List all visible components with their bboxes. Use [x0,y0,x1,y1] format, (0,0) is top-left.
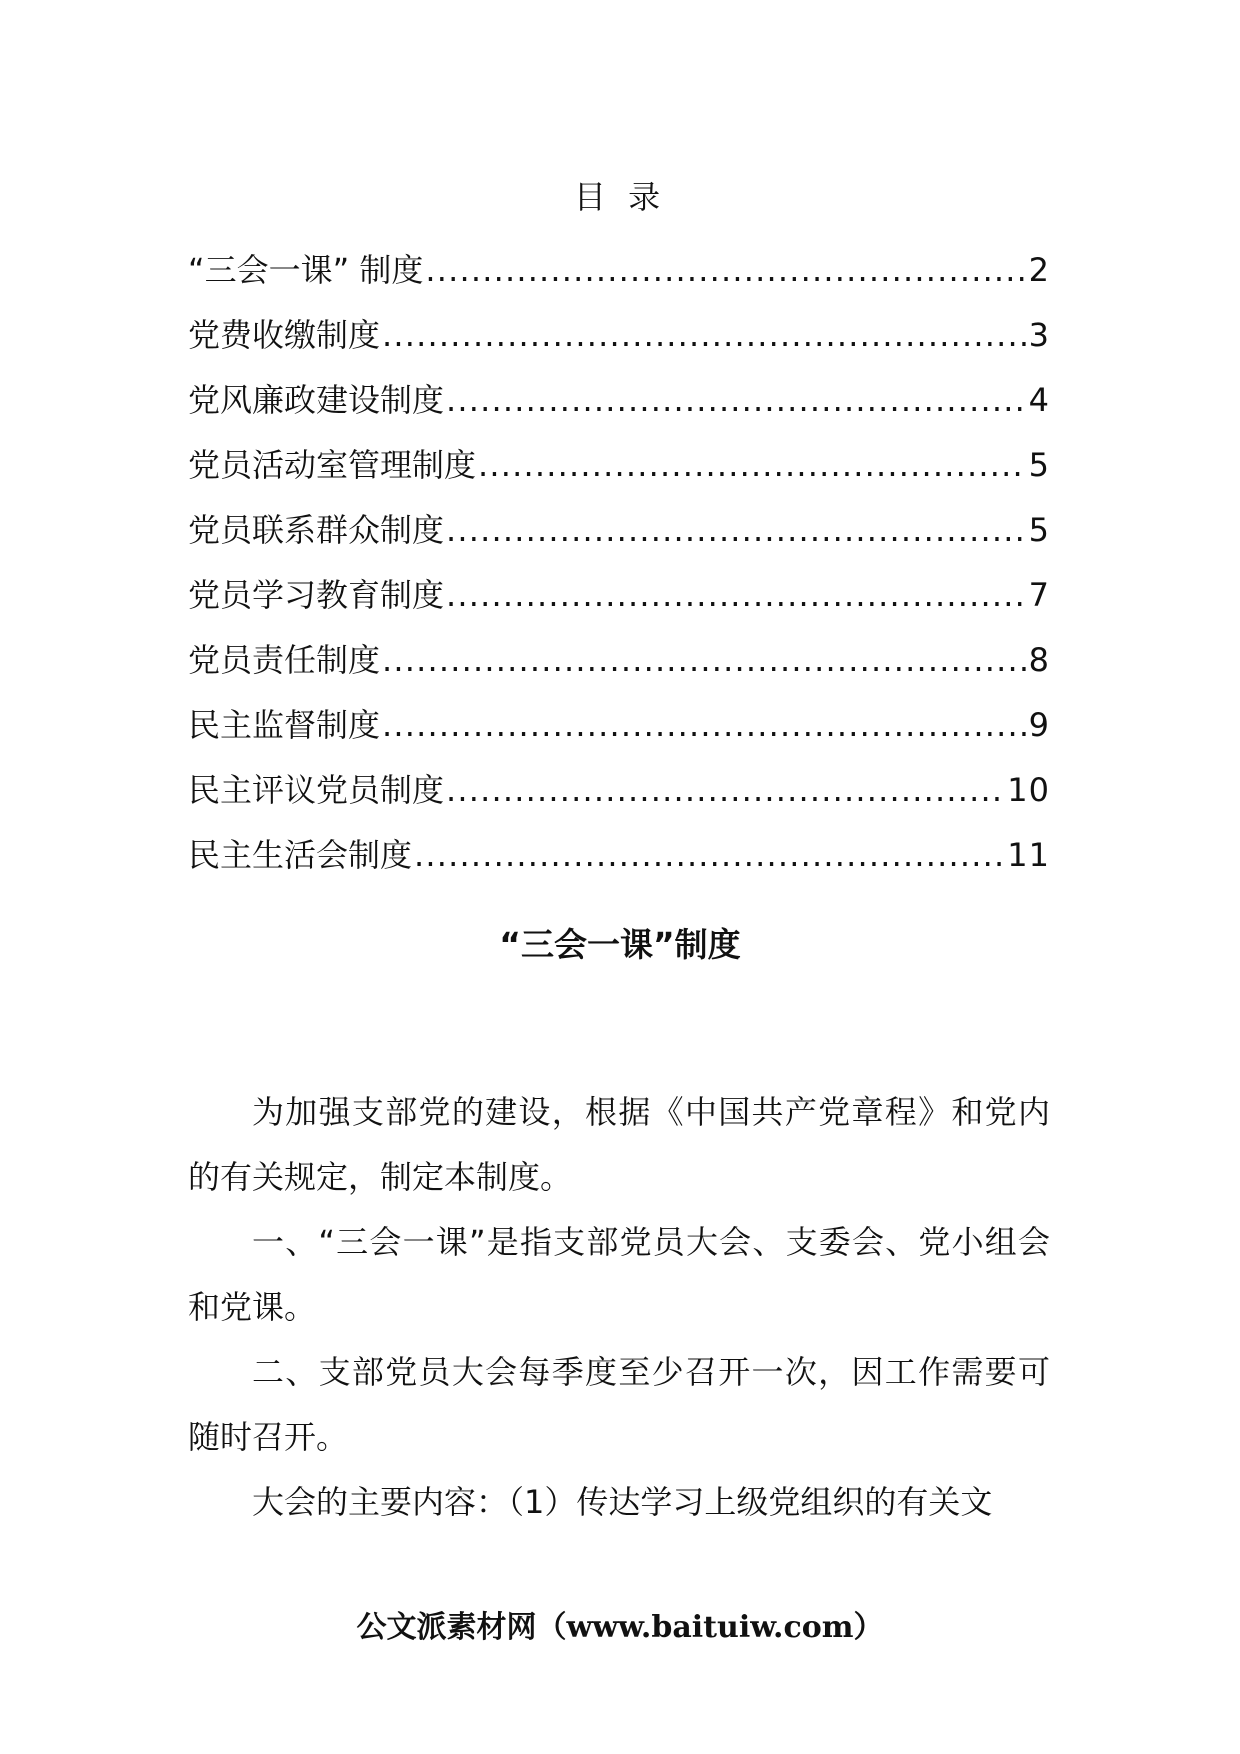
body-paragraph: 为加强支部党的建设，根据《中国共产党章程》和党内的有关规定，制定本制度。 [188,1093,1050,1196]
toc-entry-label: 党风廉政建设制度 [188,381,445,419]
body-paragraph: 二、支部党员大会每季度至少召开一次，因工作需要可随时召开。 [188,1353,1050,1456]
toc-leader-dots [382,698,1027,752]
footer-watermark: 公文派素材网（www.baituiw.com） [356,1610,884,1645]
toc-entry-page: 11 [1007,836,1050,874]
toc-entry-label: 党费收缴制度 [188,316,381,354]
toc-entry[interactable] [188,427,1050,492]
toc-entry-page: 4 [1028,381,1050,419]
toc-entry[interactable] [188,752,1050,817]
section-title: “三会一课”制度 [499,925,741,964]
toc-leader-dots [446,763,1005,817]
toc-entry-page: 5 [1028,446,1050,484]
toc-entry[interactable] [188,817,1050,882]
toc-leader-dots [382,633,1027,687]
toc-entry-page: 10 [1007,771,1050,809]
toc-leader-dots [446,373,1027,427]
toc-entry-label: 党员联系群众制度 [188,511,445,549]
toc-leader-dots [425,243,1026,297]
toc-leader-dots [414,828,1005,882]
toc-entry-label: 党员活动室管理制度 [188,446,477,484]
toc-entry-page: 7 [1028,576,1050,614]
body-paragraph: 大会的主要内容：（1）传达学习上级党组织的有关文 [252,1483,993,1521]
toc-title: 目 录 [573,178,667,216]
toc-entry[interactable] [188,362,1050,427]
toc-entry-label: 民主监督制度 [188,706,381,744]
toc-entry[interactable] [188,232,1050,297]
toc-entry[interactable] [188,622,1050,687]
toc-leader-dots [478,438,1027,492]
toc-entry-label: 党员责任制度 [188,641,381,679]
toc-entry-label: 民主评议党员制度 [188,771,445,809]
toc-entry-page: 5 [1028,511,1050,549]
toc-entry-page: 8 [1028,641,1050,679]
toc-entry[interactable] [188,557,1050,622]
toc-leader-dots [446,503,1027,557]
body-paragraph: 一、“三会一课”是指支部党员大会、支委会、党小组会和党课。 [188,1223,1050,1326]
toc-entry[interactable] [188,687,1050,752]
toc-leader-dots [446,568,1027,622]
section-body [188,1080,1050,1535]
toc-entry[interactable] [188,297,1050,362]
toc-entry-page: 2 [1028,251,1050,289]
toc-entry-label: 党员学习教育制度 [188,576,445,614]
toc-entry-page: 9 [1028,706,1050,744]
table-of-contents [188,232,1050,882]
toc-entry-page: 3 [1028,316,1050,354]
toc-entry-label: 民主生活会制度 [188,836,413,874]
toc-entry-label: “三会一课” 制度 [188,251,424,289]
toc-entry[interactable] [188,492,1050,557]
toc-leader-dots [382,308,1027,362]
